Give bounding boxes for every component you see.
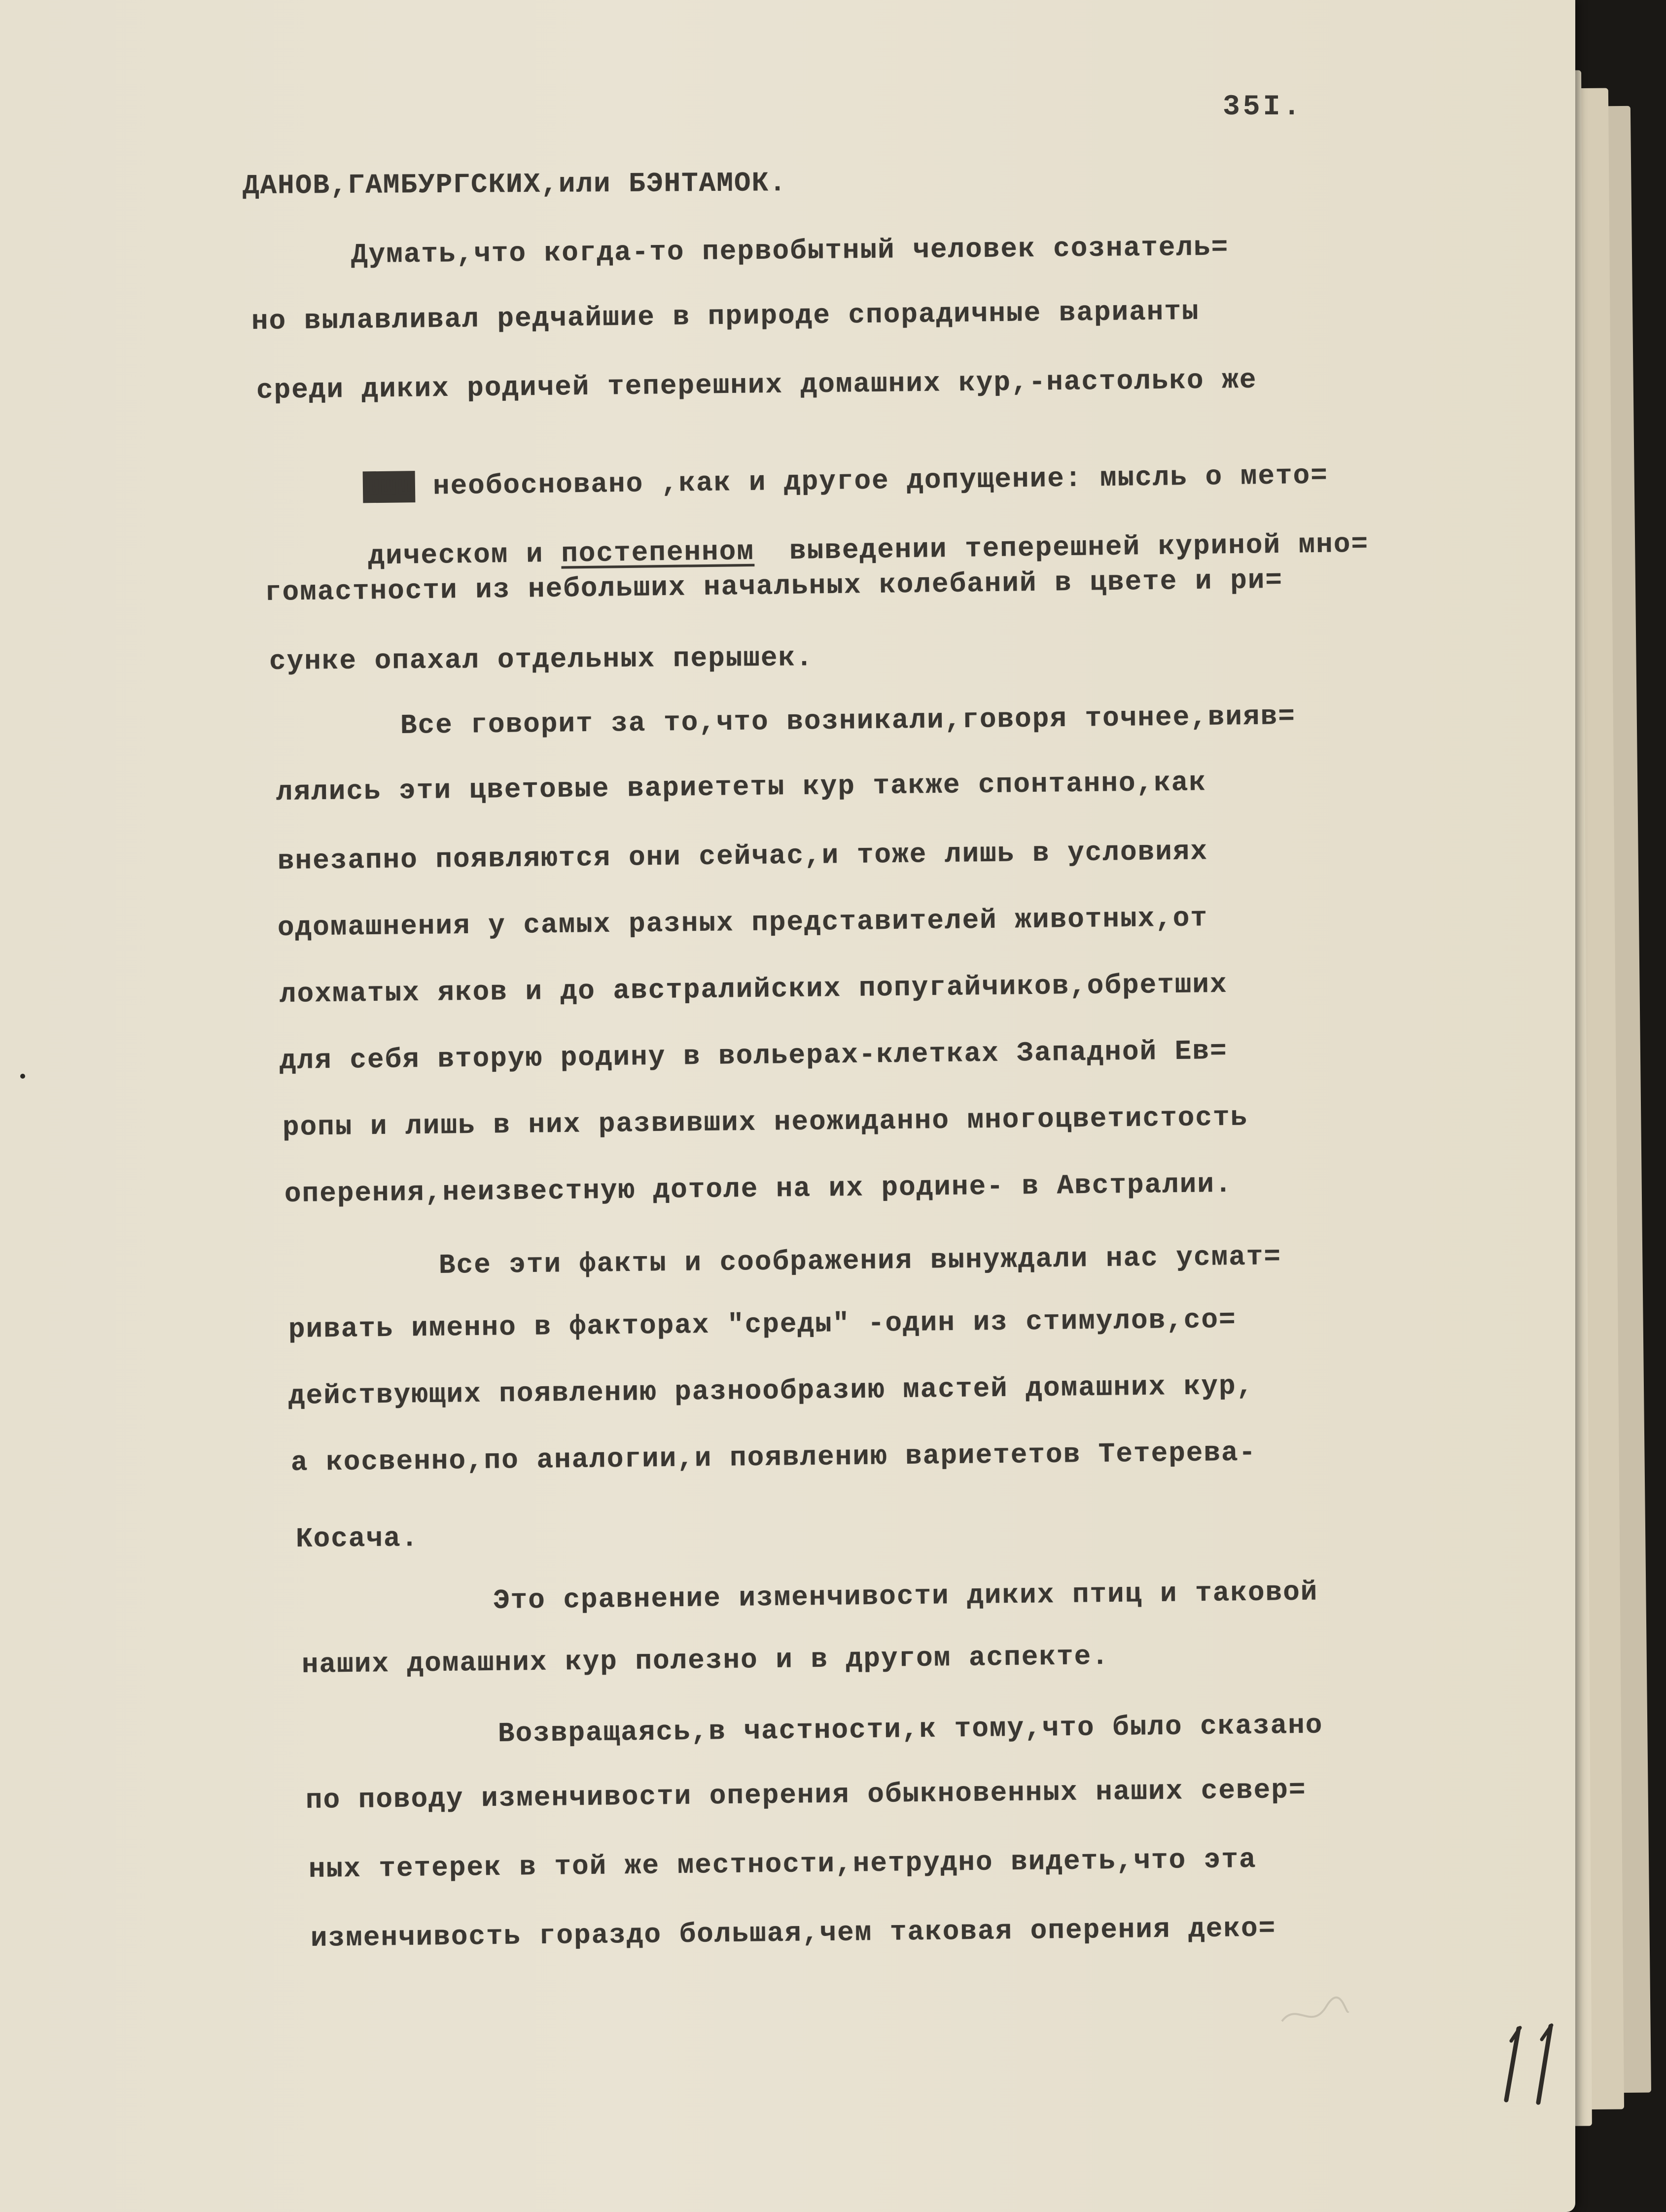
- text-line: лохматых яков и до австралийских попугайчиков,обретших: [279, 968, 1228, 1010]
- text-line: Все говорит за то,что возникали,говоря точнее,вияв=: [400, 700, 1296, 741]
- text-line: ДАНОВ,ГАМБУРГСКИХ,или БЭНТАМОК.: [242, 167, 787, 202]
- text-line: наших домашних кур полезно и в другом аспекте.: [301, 1640, 1110, 1681]
- text-line: а косвенно,по аналогии,и появлению вариететов Тетерева-: [290, 1437, 1257, 1478]
- text-line: изменчивость гораздо большая,чем таковая оперения деко=: [310, 1912, 1276, 1954]
- text-line: ных тетерек в той же местности,нетрудно видеть,что эта: [308, 1843, 1257, 1885]
- text-line: для себя вторую родину в вольерах-клетках Западной Ев=: [279, 1035, 1228, 1077]
- text-line: Возвращаясь,в частности,к тому,что было сказано: [497, 1709, 1323, 1750]
- text-line: по поводу изменчивости оперения обыкновенных наших север=: [305, 1774, 1307, 1816]
- margin-dot: [20, 1074, 25, 1079]
- faint-stamp-mark: [1277, 1992, 1351, 2036]
- text-line: действующих появлению разнообразию мастей домашних кур,: [288, 1370, 1254, 1412]
- underlined-word: постепенном: [561, 535, 755, 570]
- text-line: среди диких родичей теперешних домашних кур,-настолько же: [256, 364, 1257, 406]
- text-line: сунке опахал отдельных перышек.: [269, 642, 814, 677]
- line-text: необосновано ,как и другое допущение: мысль о мето=: [415, 459, 1329, 503]
- text-line: Думать,что когда-то первобытный человек сознатель=: [351, 231, 1229, 271]
- text-line: ропы и лишь в них развивших неожиданно многоцветистость: [282, 1101, 1248, 1143]
- text-line: внезапно появляются они сейчас,и тоже лишь в условиях: [277, 836, 1208, 877]
- text-line: Это сравнение изменчивости диких птиц и таковой: [493, 1576, 1318, 1616]
- text-line: оперения,неизвестную дотоле на их родине- в Австралии.: [284, 1168, 1233, 1210]
- page-number: 35I.: [1223, 91, 1304, 123]
- text-line: ривать именно в факторах "среды" -один из стимулов,со=: [288, 1303, 1237, 1345]
- line-text: дическом и: [368, 538, 562, 572]
- text-line: лялись эти цветовые вариететы кур также спонтанно,как: [276, 767, 1207, 808]
- text-line: Косача.: [295, 1522, 419, 1555]
- text-line: Все эти факты и соображения вынуждали нас усмат=: [438, 1241, 1282, 1281]
- line-text: выведении теперешней куриной мно=: [754, 528, 1369, 567]
- text-line: одомашнения у самых разных представителей животных,от: [277, 902, 1208, 944]
- text-line: гомастности из небольших начальных колебаний в цвете и ри=: [264, 564, 1283, 608]
- text-line: но вылавливал редчайшие в природе спорадичные варианты: [251, 295, 1200, 337]
- struck-out-word: шшш: [362, 471, 416, 503]
- handwritten-folio-number: [1496, 2019, 1565, 2107]
